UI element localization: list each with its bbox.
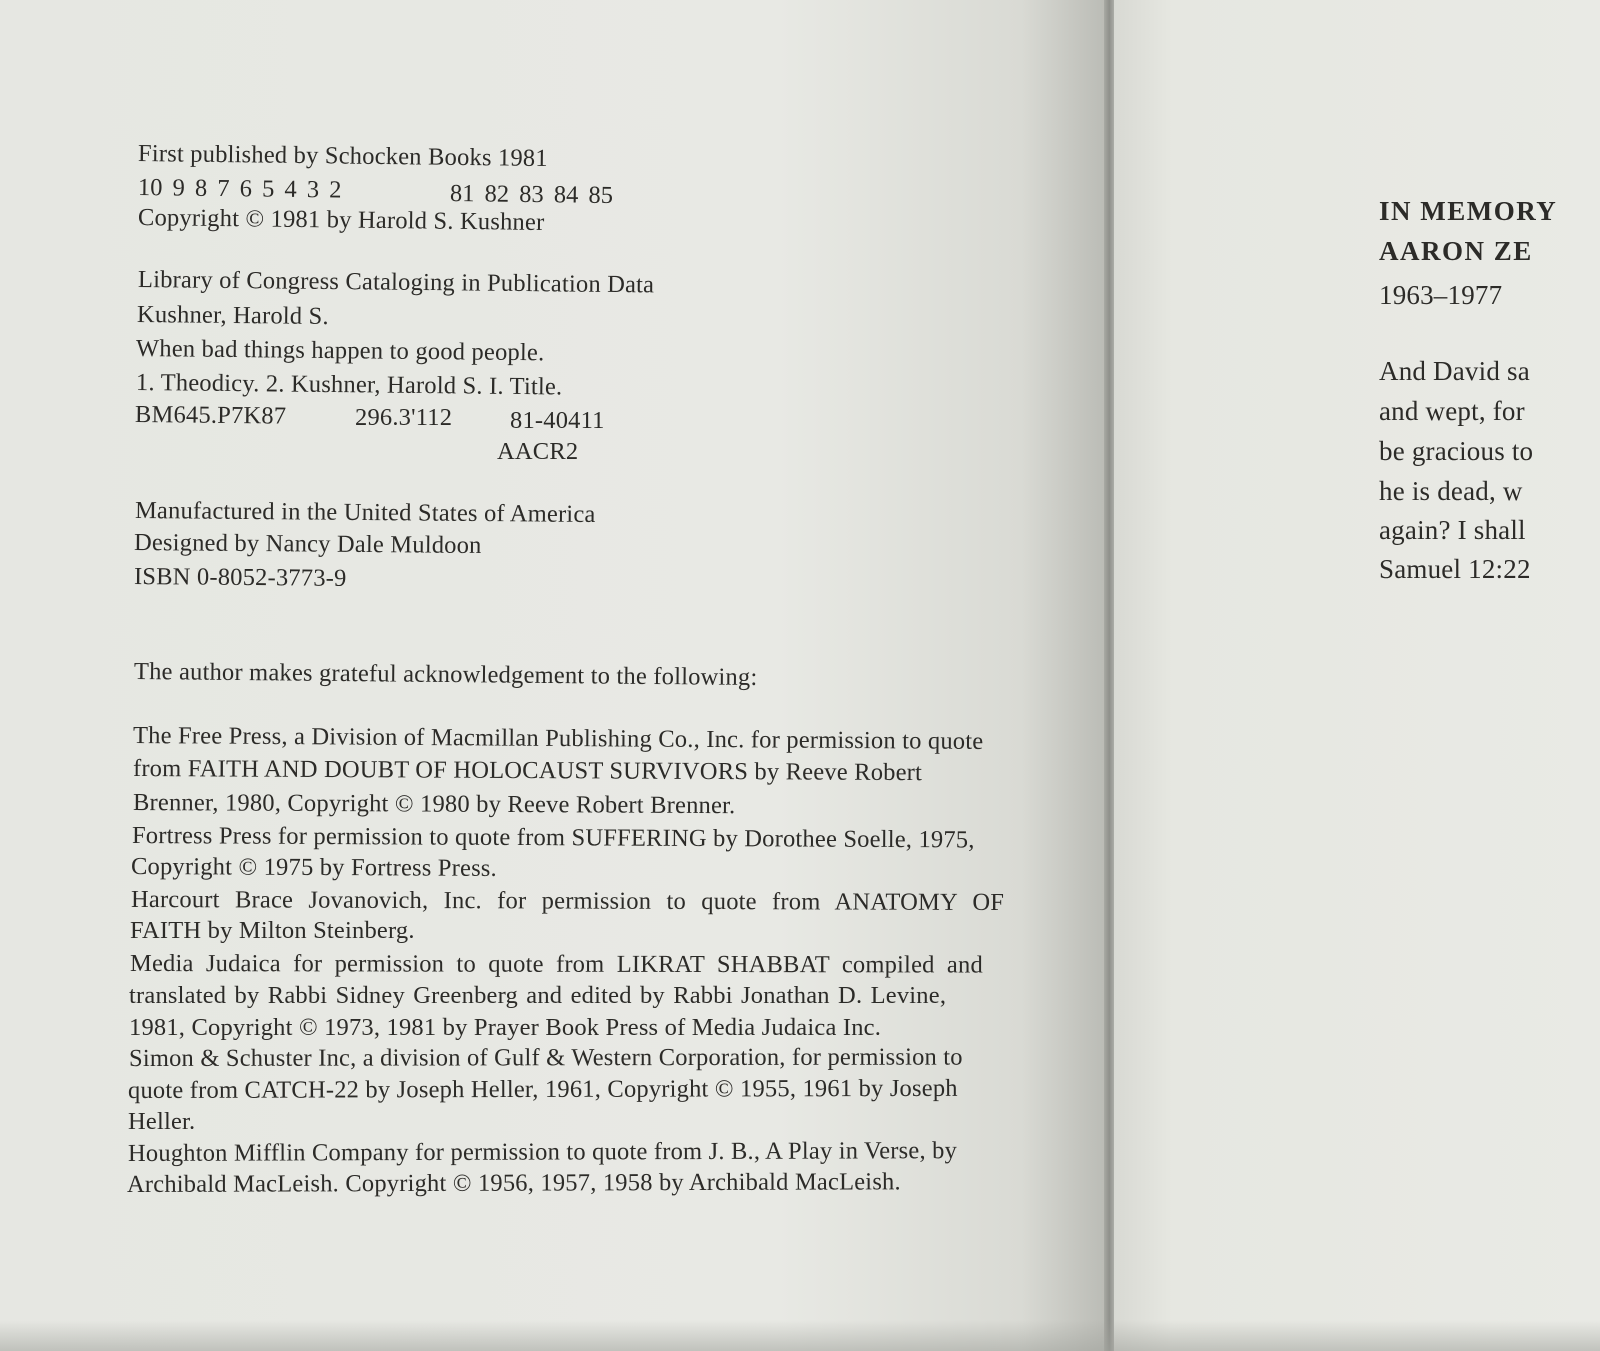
acknowledgement-line: Brenner, 1980, Copyright © 1980 by Reeve Robert Brenner. [132,789,736,820]
bottom-edge-shadow [0,1320,1600,1351]
acknowledgement-line: Copyright © 1975 by Fortress Press. [130,853,497,882]
manufactured-line: Manufactured in the United States of America [134,497,596,529]
right-page [1114,0,1600,1351]
cataloging-title: When bad things happen to good people. [135,335,545,367]
dedication-line-2: AARON ZE [1379,236,1533,266]
acknowledgement-line: 1981, Copyright © 1973, 1981 by Prayer Book Press of Media Judaica Inc. [129,1014,882,1041]
cataloging-rules: AACR2 [497,438,579,465]
acknowledgement-line: Fortress Press for permission to quote from SUFFERING by Dorothee Soelle, 1975, [131,822,975,854]
dedication-years: 1963–1977 [1379,280,1503,310]
acknowledgement-line: Archibald MacLeish. Copyright © 1956, 1957, 1958 by Archibald MacLeish. [126,1168,901,1198]
acknowledgement-line: translated by Rabbi Sidney Greenberg and edited by Rabbi Jonathan D. Levine, [129,982,947,1009]
quote-line: And David sa [1379,356,1530,386]
acknowledgement-line: Simon & Schuster Inc, a division of Gulf & Western Corporation, for permission to [128,1043,963,1072]
printing-numbers: 10 9 8 7 6 5 4 3 2 [137,174,342,204]
acknowledgement-line: FAITH by Milton Steinberg. [130,917,415,944]
acknowledgement-intro: The author makes grateful acknowledgement to the following: [133,658,758,691]
quote-line: again? I shall [1379,515,1526,545]
printing-years: 81 82 83 84 85 [449,180,614,209]
quote-line: he is dead, w [1379,476,1523,506]
quote-line: Samuel 12:22 [1379,554,1531,584]
acknowledgement-line: Harcourt Brace Jovanovich, Inc. for permission to quote from ANATOMY OF [130,886,1005,917]
cataloging-heading: Library of Congress Cataloging in Publication Data [137,266,655,299]
call-number: BM645.P7K87 [134,401,287,430]
acknowledgement-line: Heller. [128,1108,196,1135]
copyright-line: Copyright © 1981 by Harold S. Kushner [137,204,545,236]
acknowledgement-line: from FAITH AND DOUBT OF HOLOCAUST SURVIVORS by Reeve Robert [132,755,923,787]
acknowledgement-line: Media Judaica for permission to quote from LIKRAT SHABBAT compiled and [129,950,983,979]
acknowledgement-line: quote from CATCH-22 by Joseph Heller, 1961, Copyright © 1955, 1961 by Joseph [127,1074,958,1104]
quote-line: and wept, for [1379,396,1525,426]
dewey-number: 296.3'112 [355,404,453,431]
cataloging-subjects: 1. Theodicy. 2. Kushner, Harold S. I. Title. [135,369,563,401]
cataloging-author: Kushner, Harold S. [136,301,329,331]
isbn-line: ISBN 0-8052-3773-9 [133,563,347,592]
lccn-number: 81-40411 [510,407,605,434]
designed-line: Designed by Nancy Dale Muldoon [133,529,482,560]
acknowledgement-line: Houghton Mifflin Company for permission to quote from J. B., A Play in Verse, by [127,1137,958,1167]
dedication-line-1: IN MEMORY [1379,196,1558,226]
quote-line: be gracious to [1379,436,1534,466]
first-published-line: First published by Schocken Books 1981 [137,140,548,173]
acknowledgement-line: The Free Press, a Division of Macmillan Publishing Co., Inc. for permission to quote [132,722,984,755]
